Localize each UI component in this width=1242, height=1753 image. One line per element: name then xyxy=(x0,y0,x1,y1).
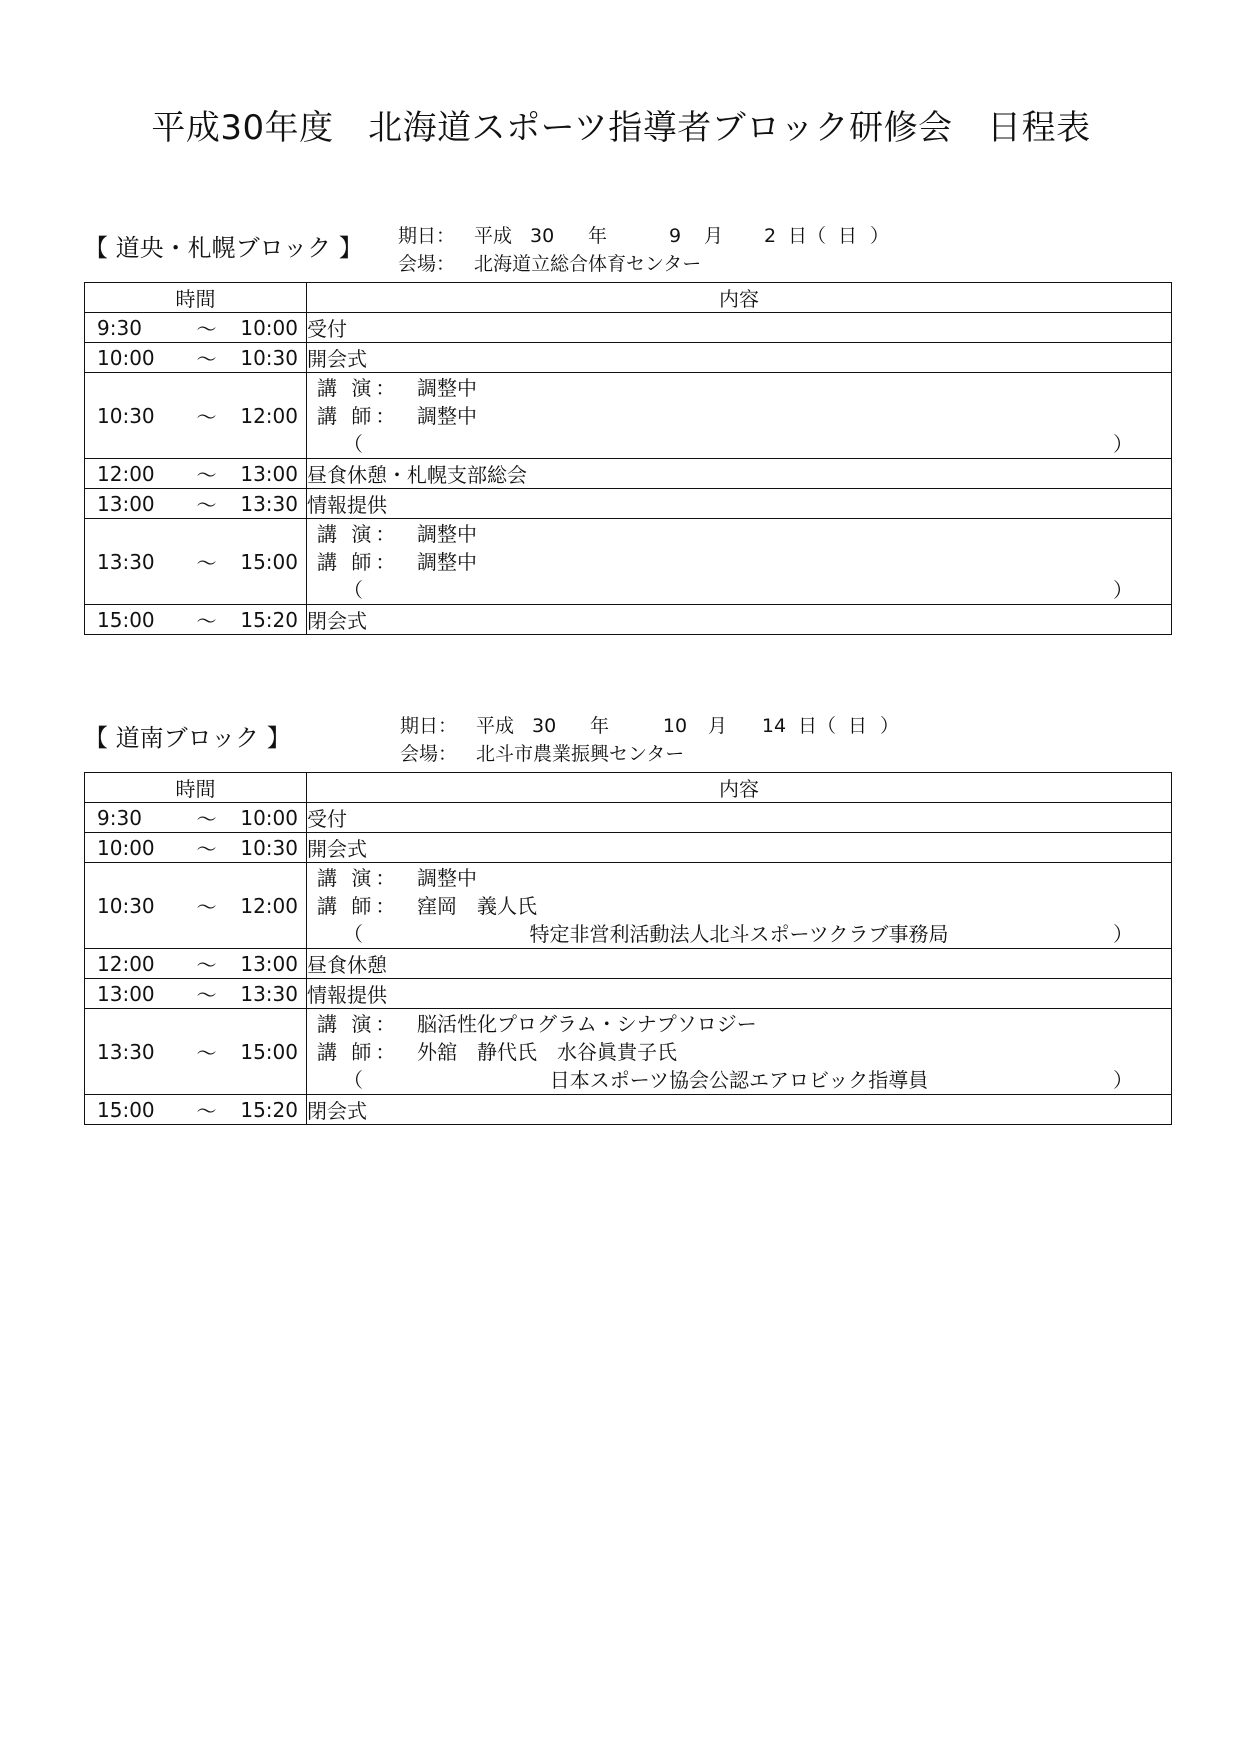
date-value: 平成 30 年 9 月 2 日（ 日 ） xyxy=(474,225,890,247)
lecturer-name: 外舘 静代氏 水谷眞貴子氏 xyxy=(417,1039,677,1064)
lecturer-name: 調整中 xyxy=(417,403,477,428)
date-value: 平成 30 年 10 月 14 日（ 日 ） xyxy=(476,715,900,737)
lecture-cell: 講 演： 調整中 講 師： 調整中 （ ） xyxy=(307,519,1172,605)
lecture-title: 調整中 xyxy=(417,521,477,546)
table-row: 10:00 ～ 10:30 開会式 xyxy=(85,343,1172,373)
table-row: 10:30 ～ 12:00 講 演： 調整中 講 師： 調整中 （ ） xyxy=(85,373,1172,459)
table-row: 10:00 ～ 10:30 開会式 xyxy=(85,833,1172,863)
lecturer-label: 講 師： xyxy=(317,549,400,574)
venue-label: 会場： xyxy=(400,743,458,765)
table-row: 9:30 ～ 10:00 受付 xyxy=(85,803,1172,833)
header-time: 時間 xyxy=(85,773,307,803)
lecture-label: 講 演： xyxy=(317,1011,400,1036)
row-content: 情報提供 xyxy=(307,489,1172,519)
block-meta xyxy=(398,222,889,278)
table-row: 9:30 ～ 10:00 受付 xyxy=(85,313,1172,343)
row-content: 昼食休憩・札幌支部総会 xyxy=(307,459,1172,489)
table-row: 13:00 ～ 13:30 情報提供 xyxy=(85,979,1172,1009)
row-content: 昼食休憩 xyxy=(307,949,1172,979)
table-row: 15:00 ～ 15:20 閉会式 xyxy=(85,1095,1172,1125)
lecture-cell: 講 演： 調整中 講 師： 調整中 （ ） xyxy=(307,373,1172,459)
row-content: 閉会式 xyxy=(307,605,1172,635)
row-content: 閉会式 xyxy=(307,1095,1172,1125)
affiliation: 特定非営利活動法人北斗スポーツクラブ事務局 xyxy=(529,921,949,946)
table-row: 13:30 ～ 15:00 講 演： 脳活性化プログラム・シナプソロジー 講 師： 外舘 静代氏 水谷眞貴子氏 （ 日本スポーツ協会公認エアロビック指導員 ） xyxy=(85,1009,1172,1095)
lecturer-label: 講 師： xyxy=(317,403,400,428)
block-name: 【 道央・札幌ブロック 】 xyxy=(84,234,363,262)
lecturer-name: 調整中 xyxy=(417,549,477,574)
lecture-title: 調整中 xyxy=(417,865,477,890)
header-content: 内容 xyxy=(307,773,1172,803)
table-row: 15:00 ～ 15:20 閉会式 xyxy=(85,605,1172,635)
row-content: 開会式 xyxy=(307,833,1172,863)
lecturer-label: 講 師： xyxy=(317,893,400,918)
table-row: 12:00 ～ 13:00 昼食休憩・札幌支部総会 xyxy=(85,459,1172,489)
table-row: 10:30 ～ 12:00 講 演： 調整中 講 師： 窪岡 義人氏 （ 特定非営利活動法人北斗スポーツクラブ事務局 ） xyxy=(85,863,1172,949)
lecture-label: 講 演： xyxy=(317,865,400,890)
table-row: 13:00 ～ 13:30 情報提供 xyxy=(85,489,1172,519)
table-row: 12:00 ～ 13:00 昼食休憩 xyxy=(85,949,1172,979)
date-label: 期日： xyxy=(400,715,458,737)
row-content: 情報提供 xyxy=(307,979,1172,1009)
venue-value: 北斗市農業振興センター xyxy=(476,743,685,765)
row-content: 開会式 xyxy=(307,343,1172,373)
block-meta xyxy=(400,712,899,768)
lecture-label: 講 演： xyxy=(317,375,400,400)
row-content: 受付 xyxy=(307,313,1172,343)
schedule-table-2 xyxy=(84,772,1172,1125)
lecturer-name: 窪岡 義人氏 xyxy=(417,893,537,918)
table-row: 13:30 ～ 15:00 講 演： 調整中 講 師： 調整中 （ ） xyxy=(85,519,1172,605)
row-content: 受付 xyxy=(307,803,1172,833)
header-content: 内容 xyxy=(307,283,1172,313)
lecture-cell: 講 演： 調整中 講 師： 窪岡 義人氏 （ 特定非営利活動法人北斗スポーツクラブ事務局 ） xyxy=(307,863,1172,949)
page-title: 平成30年度 北海道スポーツ指導者ブロック研修会 日程表 xyxy=(151,108,1091,148)
block-name: 【 道南ブロック 】 xyxy=(84,724,291,752)
lecture-label: 講 演： xyxy=(317,521,400,546)
lecture-title: 調整中 xyxy=(417,375,477,400)
schedule-table-1 xyxy=(84,282,1172,635)
header-time: 時間 xyxy=(85,283,307,313)
lecture-cell: 講 演： 脳活性化プログラム・シナプソロジー 講 師： 外舘 静代氏 水谷眞貴子氏 （ 日本スポーツ協会公認エアロビック指導員 ） xyxy=(307,1009,1172,1095)
affiliation: 日本スポーツ協会公認エアロビック指導員 xyxy=(549,1067,929,1092)
venue-value: 北海道立総合体育センター xyxy=(474,253,702,275)
date-label: 期日： xyxy=(398,225,456,247)
lecture-title: 脳活性化プログラム・シナプソロジー xyxy=(417,1011,757,1036)
lecturer-label: 講 師： xyxy=(317,1039,400,1064)
venue-label: 会場： xyxy=(398,253,456,275)
